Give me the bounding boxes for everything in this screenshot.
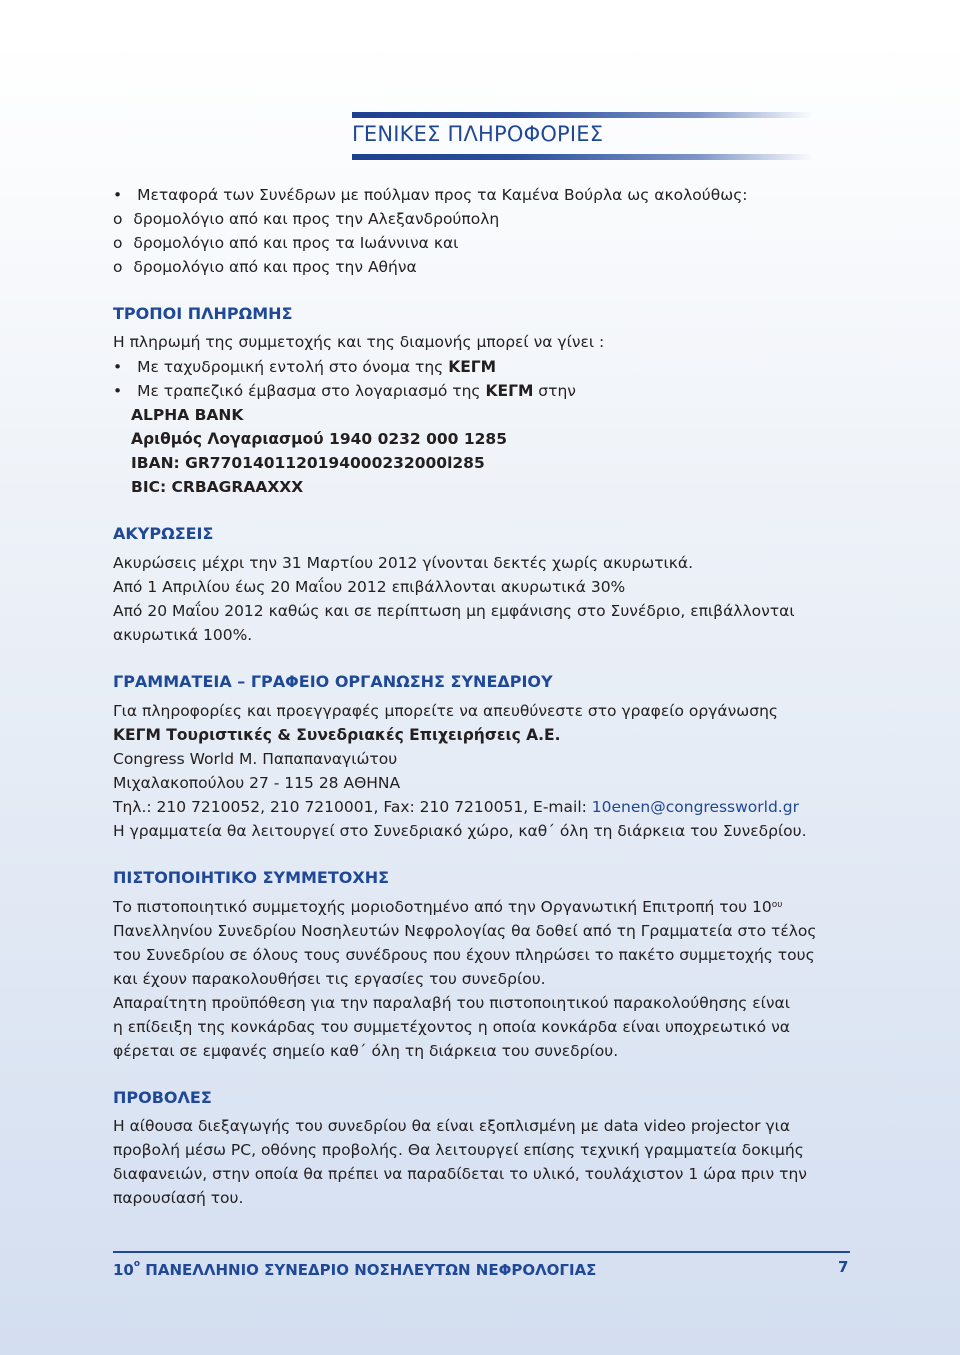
certificate-line: φέρεται σε εμφανές σημείο καθ΄ όλη τη διάρκεια του συνεδρίου.	[113, 1042, 619, 1060]
certificate-line: η επίδειξη της κονκάρδας του συμμετέχοντος η οποία κονκάρδα είναι υποχρεωτικό να	[113, 1018, 790, 1036]
route-item: o δρομολόγιο από και προς την Αλεξανδρούπολη	[113, 210, 500, 228]
certificate-line: του Συνεδρίου σε όλους τους συνέδρους που έχουν πληρώσει το πακέτο συμμετοχής τους	[113, 946, 815, 964]
projections-line: προβολή μέσω PC, οθόνης προβολής. Θα λειτουργεί επίσης τεχνική γραμματεία δοκιμής	[113, 1141, 804, 1159]
projections-line: Η αίθουσα διεξαγωγής του συνεδρίου θα είναι εξοπλισμένη με data video projector για	[113, 1117, 791, 1135]
payment-item: • Με τραπεζικό έμβασμα στο λογαριασμό της ΚΕΓΜ στην	[113, 382, 576, 400]
cancellations-heading: ΑΚΥΡΩΣΕΙΣ	[113, 524, 214, 543]
account-number: Αριθμός Λογαριασμού 1940 0232 000 1285	[131, 430, 508, 448]
address: Μιχαλακοπούλου 27 - 115 28 ΑΘΗΝΑ	[113, 774, 401, 792]
cancellation-line: Από 20 Μαΐου 2012 καθώς και σε περίπτωση μη εμφάνισης στο Συνέδριο, επιβάλλονται	[113, 602, 795, 620]
cancellation-line: ακυρωτικά 100%.	[113, 626, 253, 644]
transport-intro: • Μεταφορά των Συνέδρων με πούλμαν προς τα Καμένα Βούρλα ως ακολούθως:	[113, 186, 748, 204]
circle-bullet-icon: o	[113, 258, 123, 276]
company-name: ΚΕΓΜ Τουριστικές & Συνεδριακές Επιχειρήσεις Α.Ε.	[113, 726, 561, 744]
payment-heading: ΤΡΟΠΟΙ ΠΛΗΡΩΜΗΣ	[113, 304, 293, 323]
title-rule-bottom	[352, 154, 812, 160]
page-number: 7	[838, 1258, 849, 1276]
bic: BIC: CRBAGRAAXXX	[131, 478, 304, 496]
title-band	[352, 112, 812, 162]
bullet-icon: •	[113, 186, 123, 204]
secretariat-heading: ΓΡΑΜΜΑΤΕΙΑ – ΓΡΑΦΕΙΟ ΟΡΓΑΝΩΣΗΣ ΣΥΝΕΔΡΙΟΥ	[113, 672, 553, 691]
certificate-line: Πανελληνίου Συνεδρίου Νοσηλευτών Νεφρολογίας θα δοθεί από τη Γραμματεία στο τέλος	[113, 922, 817, 940]
email-link[interactable]: 10enen@congressworld.gr	[591, 798, 799, 816]
certificate-line: Το πιστοποιητικό συμμετοχής μοριοδοτημένο από την Οργανωτική Επιτροπή του $10^{o\upsilon}$	[113, 898, 783, 916]
certificate-line: Απαραίτητη προϋπόθεση για την παραλαβή του πιστοποιητικού παρακολούθησης είναι	[113, 994, 790, 1012]
contact-name: Congress World Μ. Παπαπαναγιώτου	[113, 750, 398, 768]
phone-line: Τηλ.: 210 7210052, 210 7210001, Fax: 210 7210051, E-mail: 10enen@congressworld.gr	[113, 798, 799, 816]
title-rule-top	[352, 112, 812, 118]
payment-intro: Η πληρωμή της συμμετοχής και της διαμονής μπορεί να γίνει :	[113, 333, 605, 351]
route-item: o δρομολόγιο από και προς την Αθήνα	[113, 258, 417, 276]
payment-item: • Με ταχυδρομική εντολή στο όνομα της ΚΕΓΜ	[113, 358, 497, 376]
page-title: ΓΕΝΙΚΕΣ ΠΛΗΡΟΦΟΡΙΕΣ	[352, 122, 604, 146]
projections-heading: ΠΡΟΒΟΛΕΣ	[113, 1088, 212, 1107]
secretariat-intro: Για πληροφορίες και προεγγραφές μπορείτε να απευθύνεστε στο γραφείο οργάνωσης	[113, 702, 779, 720]
cancellation-line: Ακυρώσεις μέχρι την 31 Μαρτίου 2012 γίνονται δεκτές χωρίς ακυρωτικά.	[113, 554, 694, 572]
iban: IBAN: GR7701401120194000232000l285	[131, 454, 485, 472]
route-item: o δρομολόγιο από και προς τα Ιωάννινα και	[113, 234, 459, 252]
footer-rule	[113, 1251, 850, 1253]
bullet-icon: •	[113, 382, 123, 400]
certificate-heading: ΠΙΣΤΟΠΟΙΗΤΙΚΟ ΣΥΜΜΕΤΟΧΗΣ	[113, 868, 390, 887]
cancellation-line: Από 1 Απριλίου έως 20 Μαΐου 2012 επιβάλλονται ακυρωτικά 30%	[113, 578, 626, 596]
circle-bullet-icon: o	[113, 210, 123, 228]
secretariat-note: Η γραμματεία θα λειτουργεί στο Συνεδριακό χώρο, καθ΄ όλη τη διάρκεια του Συνεδρίου.	[113, 822, 807, 840]
projections-line: παρουσίασή του.	[113, 1189, 244, 1207]
footer-title: $10^o$ ΠΑΝΕΛΛΗΝΙΟ ΣΥΝΕΔΡΙΟ ΝΟΣΗΛΕΥΤΩΝ ΝΕΦΡΟΛΟΓΙΑΣ	[113, 1259, 597, 1279]
bank-name: ALPHA BANK	[131, 406, 244, 424]
projections-line: διαφανειών, στην οποία θα πρέπει να παραδίδεται το υλικό, τουλάχιστον 1 ώρα πριν την	[113, 1165, 807, 1183]
certificate-line: και έχουν παρακολουθήσει τις εργασίες του συνεδρίου.	[113, 970, 546, 988]
circle-bullet-icon: o	[113, 234, 123, 252]
bullet-icon: •	[113, 358, 123, 376]
